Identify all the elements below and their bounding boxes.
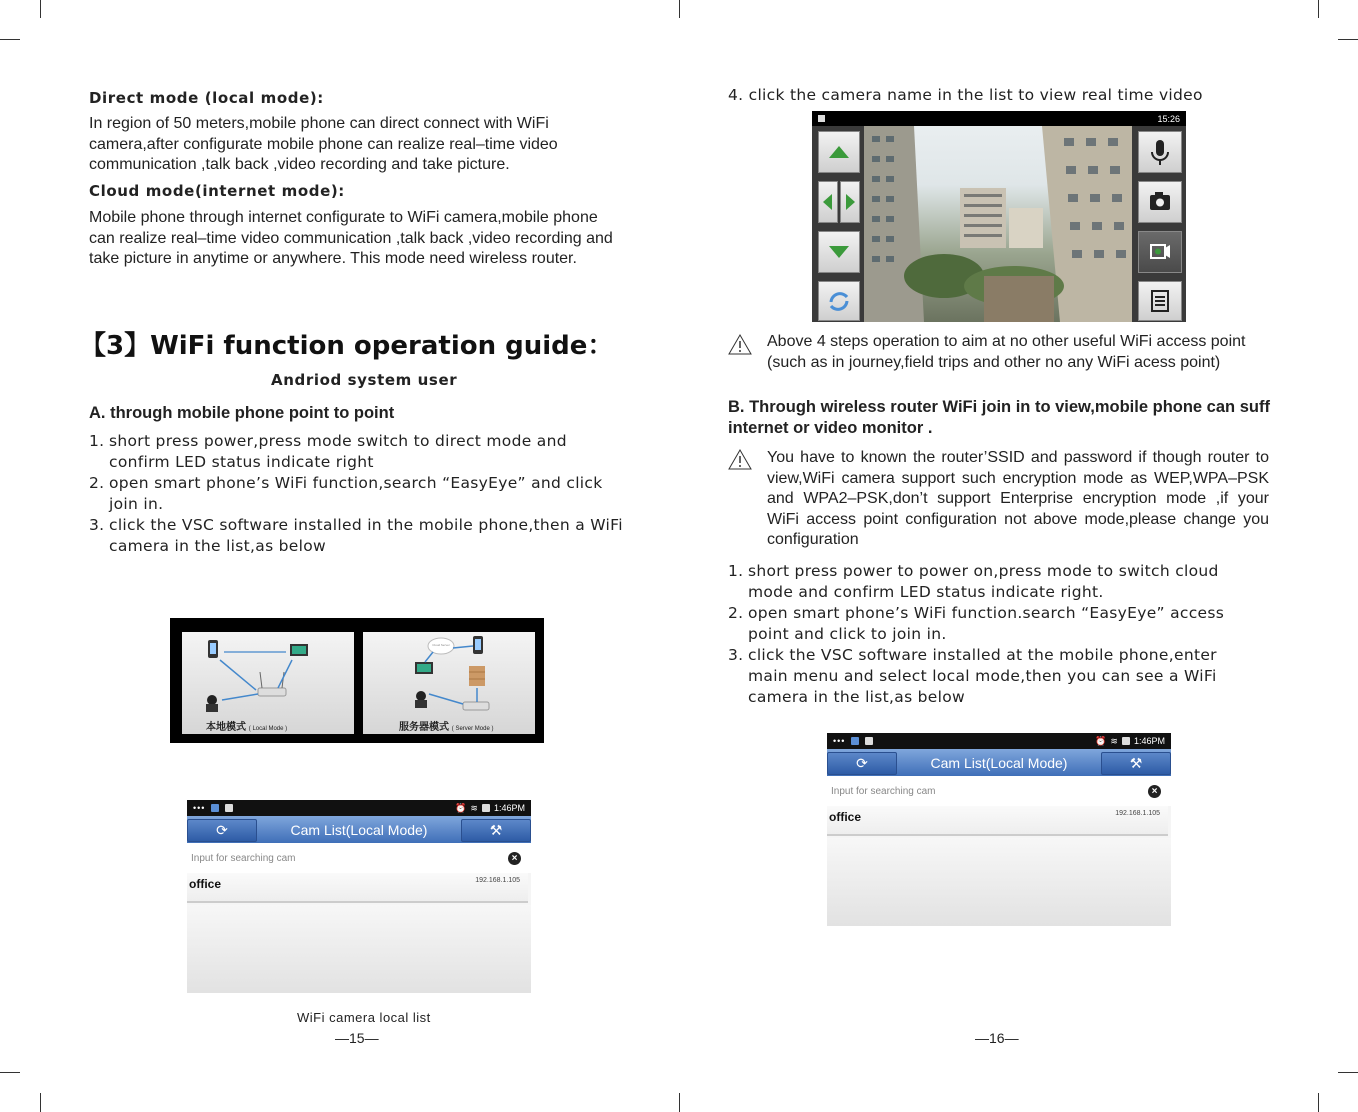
wifi-icon: ≋ bbox=[1110, 735, 1118, 746]
section-title: 【3】WiFi function operation guide： bbox=[80, 331, 614, 361]
arrow-up-icon bbox=[819, 132, 859, 172]
subsection-a-heading: A. through mobile phone point to point bbox=[89, 404, 395, 422]
camera-ip: 192.168.1.105 bbox=[1115, 810, 1160, 817]
video-viewer-screenshot bbox=[812, 111, 1186, 322]
crop-mark bbox=[1318, 0, 1319, 18]
alarm-icon: ⏰ bbox=[455, 802, 467, 813]
crop-mark bbox=[1338, 1072, 1358, 1073]
list-item: 2. open smart phone’s WiFi function.search “EasyEye” access point and click to join in. bbox=[728, 604, 1225, 643]
note-no-wifi: Above 4 steps operation to aim at no other useful WiFi access point (such as in journey,field trips and other no any WiFi acess point) bbox=[767, 333, 1246, 371]
status-time: 1:46PM bbox=[493, 803, 525, 813]
direct-mode-heading: Direct mode (local mode): bbox=[89, 89, 324, 107]
list-item: 1. short press power to power on,press mode to switch cloud mode and confirm LED status indicate right. bbox=[728, 562, 1219, 601]
tools-icon: ⚒ bbox=[1129, 755, 1143, 771]
arrow-down-icon bbox=[819, 232, 859, 272]
microphone-icon bbox=[1139, 132, 1181, 172]
tools-icon: ⚒ bbox=[489, 822, 503, 838]
clear-icon[interactable]: × bbox=[1148, 785, 1161, 798]
mode-illustration bbox=[170, 618, 544, 743]
camera-icon bbox=[1139, 182, 1181, 222]
cloud-server-label: Cloud Server bbox=[432, 643, 450, 647]
subsection-b-heading: B. Through wireless router WiFi join in to view,mobile phone can suff internet or video monitor . bbox=[728, 398, 1270, 437]
menu-button[interactable] bbox=[1138, 281, 1182, 321]
step-4: 4. click the camera name in the list to view real time video bbox=[728, 86, 1203, 104]
live-video-feed[interactable] bbox=[864, 126, 1132, 322]
steps-list-a bbox=[89, 431, 624, 557]
status-bar: ••• ⏰ ≋ 1:46PM bbox=[827, 733, 1171, 749]
tilt-down-button[interactable] bbox=[818, 231, 860, 273]
list-empty-area bbox=[827, 838, 1171, 926]
list-empty-area bbox=[187, 905, 531, 993]
local-mode-label: 本地模式 bbox=[206, 722, 246, 733]
shield-icon bbox=[225, 804, 233, 812]
page-number-right: —16— bbox=[975, 1030, 1019, 1046]
list-item[interactable] bbox=[187, 873, 528, 903]
search-input-placeholder[interactable]: Input for searching cam bbox=[831, 785, 936, 797]
shield-icon bbox=[818, 115, 825, 122]
refresh-button[interactable] bbox=[827, 752, 897, 775]
alarm-icon: ⏰ bbox=[1095, 735, 1107, 746]
crop-mark bbox=[40, 1093, 41, 1112]
camera-ip: 192.168.1.105 bbox=[475, 877, 520, 884]
search-input-placeholder[interactable]: Input for searching cam bbox=[191, 852, 296, 864]
battery-icon bbox=[1122, 737, 1130, 745]
list-item[interactable] bbox=[827, 806, 1168, 836]
server-mode-panel bbox=[363, 632, 535, 734]
arrow-right-icon bbox=[841, 182, 859, 222]
screen-title: Cam List(Local Mode) bbox=[930, 754, 1068, 771]
crop-mark bbox=[679, 1093, 680, 1112]
refresh-button[interactable] bbox=[187, 819, 257, 842]
crop-mark bbox=[679, 0, 680, 18]
screen-title: Cam List(Local Mode) bbox=[290, 821, 428, 838]
settings-button[interactable] bbox=[1101, 752, 1171, 775]
camera-name: office bbox=[829, 810, 862, 824]
status-bar bbox=[812, 111, 1186, 126]
snapshot-button[interactable] bbox=[1138, 181, 1182, 223]
list-item: 2. open smart phone’s WiFi function,search “EasyEye” and click join in. bbox=[89, 474, 603, 513]
pan-right-button[interactable] bbox=[840, 181, 860, 223]
record-button[interactable] bbox=[1138, 231, 1182, 273]
crop-mark bbox=[0, 1072, 20, 1073]
shield-icon bbox=[865, 737, 873, 745]
local-mode-panel bbox=[182, 632, 354, 734]
notification-icon bbox=[851, 737, 859, 745]
search-field[interactable] bbox=[187, 843, 531, 873]
cloud-mode-text: Mobile phone through internet configurate to WiFi camera,mobile phone can realize real–time video communication ,talk back ,video recording and take picture in anytime or anywhere. This mode need wireless router. bbox=[89, 209, 613, 267]
rotate-icon bbox=[819, 282, 859, 320]
local-mode-label-en: ( Local Mode ) bbox=[248, 726, 288, 732]
arrow-left-icon bbox=[819, 182, 837, 222]
list-item: 3. click the VSC software installed in the mobile phone,then a WiFi camera in the list,as below bbox=[89, 516, 623, 555]
camera-name: office bbox=[189, 877, 222, 891]
warning-icon bbox=[728, 448, 752, 470]
cam-list-screenshot-left bbox=[187, 800, 531, 993]
crop-mark bbox=[40, 0, 41, 18]
server-mode-label: 服务器模式 bbox=[399, 722, 449, 733]
title-bar bbox=[187, 816, 531, 843]
tilt-up-button[interactable] bbox=[818, 131, 860, 173]
android-user-label: Andriod system user bbox=[271, 371, 458, 389]
status-bar: ••• ⏰ ≋ 1:46PM bbox=[187, 800, 531, 816]
search-field[interactable] bbox=[827, 776, 1171, 806]
wifi-icon: ≋ bbox=[470, 802, 478, 813]
city-scene-image bbox=[864, 126, 1132, 322]
ptz-controls bbox=[812, 126, 864, 322]
note-router-encryption: You have to known the router’SSID and password if though router to view,WiFi camera support such encryption mode as WEP,WPA–PSK and WPA2–PSK,don’t support Enterprise encryption mode ,if your WiFi access point configuration not above mode,please change you configuration bbox=[767, 449, 1269, 548]
crop-mark bbox=[1318, 1093, 1319, 1112]
clear-icon[interactable]: × bbox=[508, 852, 521, 865]
list-item: 1. short press power,press mode switch to direct mode and confirm LED status indicate right bbox=[89, 432, 567, 471]
battery-icon bbox=[482, 804, 490, 812]
settings-button[interactable] bbox=[461, 819, 531, 842]
title-bar bbox=[827, 749, 1171, 776]
refresh-icon: ⟳ bbox=[856, 755, 868, 771]
menu-icon bbox=[1139, 282, 1181, 320]
list-item: 3. click the VSC software installed at the mobile phone,enter main menu and select local mode,then you can see a WiFi camera in the list,as below bbox=[728, 646, 1217, 706]
action-controls bbox=[1132, 126, 1186, 322]
cam-list-screenshot-right bbox=[827, 733, 1171, 926]
status-time: 15:26 bbox=[1157, 113, 1180, 124]
warning-icon bbox=[728, 333, 752, 355]
video-record-icon bbox=[1139, 232, 1181, 272]
status-time: 1:46PM bbox=[1133, 736, 1165, 746]
rotate-button[interactable] bbox=[818, 281, 860, 321]
page-number-left: —15— bbox=[335, 1030, 379, 1046]
cloud-mode-heading: Cloud mode(internet mode): bbox=[89, 182, 345, 200]
notification-icon bbox=[211, 804, 219, 812]
crop-mark bbox=[1338, 39, 1358, 40]
direct-mode-text: In region of 50 meters,mobile phone can direct connect with WiFi camera,after configurate mobile phone can realize real–time video communication ,talk back ,video recording and take picture. bbox=[89, 115, 558, 173]
pan-left-button[interactable] bbox=[818, 181, 838, 223]
refresh-icon: ⟳ bbox=[216, 822, 228, 838]
server-mode-label-en: ( Server Mode ) bbox=[451, 726, 494, 732]
talk-button[interactable] bbox=[1138, 131, 1182, 173]
figure-caption: WiFi camera local list bbox=[297, 1010, 431, 1025]
steps-list-b bbox=[728, 561, 1243, 708]
crop-mark bbox=[0, 39, 20, 40]
